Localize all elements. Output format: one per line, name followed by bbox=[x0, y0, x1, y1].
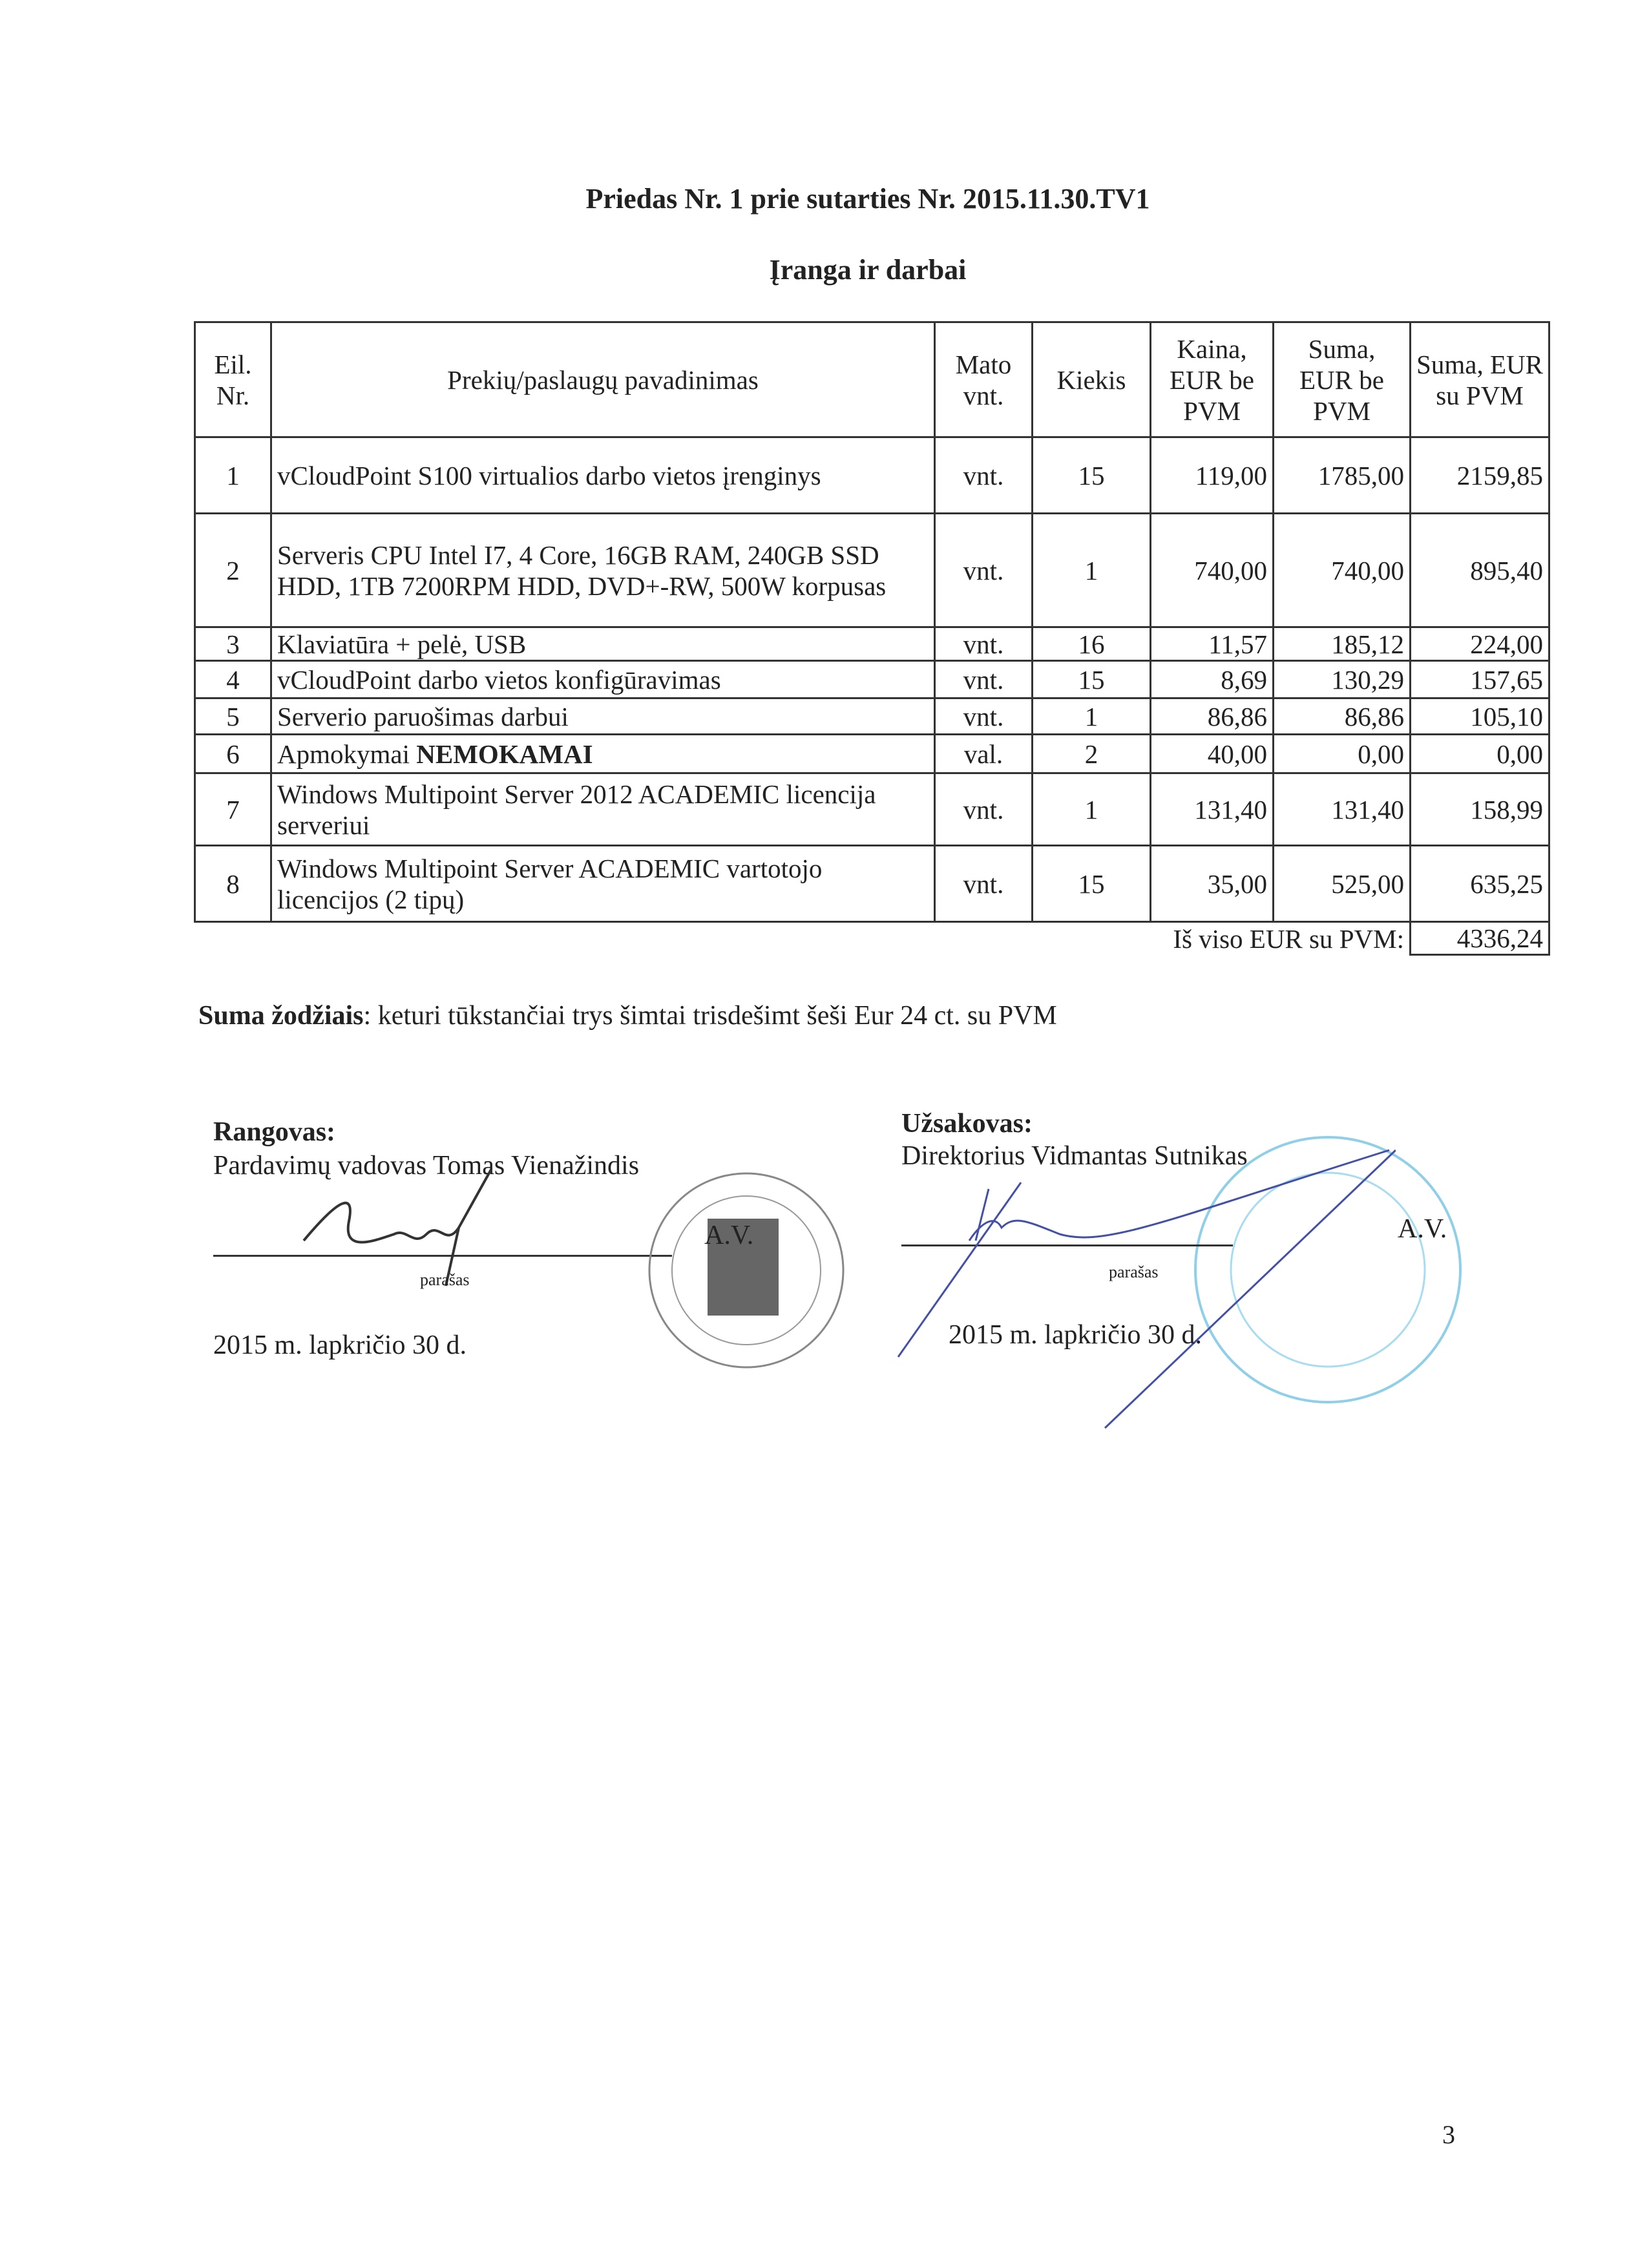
table-row bbox=[195, 735, 1549, 773]
item-unit bbox=[935, 698, 1033, 735]
item-quantity bbox=[1033, 514, 1151, 627]
item-unit-text: vnt. bbox=[963, 629, 1004, 659]
row-number-text: 2 bbox=[226, 555, 240, 585]
item-quantity bbox=[1033, 661, 1151, 698]
item-name-text: Serverio paruošimas darbui bbox=[277, 701, 569, 731]
document-subtitle: Įranga ir darbai bbox=[769, 254, 967, 286]
item-quantity bbox=[1033, 735, 1151, 773]
table-row bbox=[195, 437, 1549, 514]
row-number-text: 8 bbox=[226, 868, 240, 899]
sum-in-words bbox=[198, 1000, 1057, 1031]
item-sum-vat-text: 0,00 bbox=[1497, 739, 1543, 769]
item-price-text: 740,00 bbox=[1194, 555, 1267, 585]
item-sum-vat-text: 895,40 bbox=[1470, 555, 1543, 585]
item-sum-vat-text: 158,99 bbox=[1470, 794, 1543, 824]
item-name bbox=[271, 661, 935, 698]
row-number bbox=[195, 698, 271, 735]
item-sum bbox=[1274, 661, 1411, 698]
item-price-text: 35,00 bbox=[1207, 868, 1267, 899]
item-sum-vat-text: 2159,85 bbox=[1456, 460, 1543, 490]
header-price: Kaina, EUR be PVM bbox=[1151, 322, 1274, 437]
item-sum-vat bbox=[1411, 661, 1549, 698]
page-number: 3 bbox=[1442, 2120, 1455, 2149]
item-price bbox=[1151, 437, 1274, 514]
item-name-text: Apmokymai bbox=[277, 739, 410, 769]
item-unit-text: vnt. bbox=[963, 555, 1004, 585]
item-unit-text: vnt. bbox=[963, 460, 1004, 490]
item-sum-text: 185,12 bbox=[1331, 629, 1404, 659]
item-price bbox=[1151, 627, 1274, 661]
row-number bbox=[195, 514, 271, 627]
item-quantity-text: 15 bbox=[1078, 868, 1105, 899]
header-name: Prekių/paslaugų pavadinimas bbox=[271, 322, 935, 437]
contractor-stamp-icon bbox=[643, 1167, 850, 1374]
row-number-text: 7 bbox=[226, 794, 240, 824]
item-price-text: 8,69 bbox=[1221, 664, 1267, 695]
contractor-person: Pardavimų vadovas Tomas Vienažindis bbox=[213, 1151, 640, 1181]
item-name-text: Klaviatūra + pelė, USB bbox=[277, 629, 527, 659]
item-unit bbox=[935, 514, 1033, 627]
item-sum bbox=[1274, 514, 1411, 627]
row-number bbox=[195, 735, 271, 773]
item-price bbox=[1151, 735, 1274, 773]
customer-date: 2015 m. lapkričio 30 d. bbox=[949, 1320, 1202, 1350]
item-quantity-text: 1 bbox=[1084, 794, 1098, 824]
item-name bbox=[271, 437, 935, 514]
item-unit bbox=[935, 627, 1033, 661]
item-price bbox=[1151, 514, 1274, 627]
item-name-emphasis: NEMOKAMAI bbox=[416, 739, 593, 769]
item-unit-text: vnt. bbox=[963, 868, 1004, 899]
item-sum-text: 130,29 bbox=[1331, 664, 1404, 695]
table-row bbox=[195, 698, 1549, 735]
contractor-heading: Rangovas: bbox=[213, 1117, 336, 1147]
item-name-text: Serveris CPU Intel I7, 4 Core, 16GB RAM, 240GB SSD HDD, 1TB 7200RPM HDD, DVD+-RW, 500W korpusas bbox=[277, 540, 887, 601]
item-sum bbox=[1274, 846, 1411, 922]
item-quantity bbox=[1033, 627, 1151, 661]
item-unit-text: vnt. bbox=[963, 664, 1004, 695]
contractor-date: 2015 m. lapkričio 30 d. bbox=[213, 1330, 467, 1360]
row-number bbox=[195, 627, 271, 661]
total-row bbox=[195, 922, 1549, 955]
item-quantity-text: 1 bbox=[1084, 555, 1098, 585]
item-sum-vat-text: 105,10 bbox=[1470, 701, 1543, 731]
item-name bbox=[271, 627, 935, 661]
customer-person: Direktorius Vidmantas Sutnikas bbox=[901, 1141, 1248, 1171]
item-sum bbox=[1274, 437, 1411, 514]
item-price-text: 11,57 bbox=[1208, 629, 1267, 659]
item-name-text: Windows Multipoint Server 2012 ACADEMIC licencija serveriui bbox=[277, 779, 876, 840]
item-price-text: 131,40 bbox=[1194, 794, 1267, 824]
sum-words-label: Suma žodžiais bbox=[198, 1001, 364, 1031]
row-number bbox=[195, 846, 271, 922]
contractor-av: A.V. bbox=[704, 1221, 754, 1250]
table-row bbox=[195, 773, 1549, 846]
item-sum bbox=[1274, 627, 1411, 661]
item-unit bbox=[935, 773, 1033, 846]
item-sum-text: 86,86 bbox=[1344, 701, 1404, 731]
row-number-text: 4 bbox=[226, 664, 240, 695]
total-label: Iš viso EUR su PVM: bbox=[1173, 923, 1404, 954]
item-sum-vat bbox=[1411, 846, 1549, 922]
item-unit-text: val. bbox=[963, 739, 1003, 769]
item-sum-text: 740,00 bbox=[1331, 555, 1404, 585]
header-sum-vat: Suma, EUR su PVM bbox=[1411, 322, 1549, 437]
item-unit bbox=[935, 661, 1033, 698]
item-name-text: Windows Multipoint Server ACADEMIC vartotojo licencijos (2 tipų) bbox=[277, 853, 823, 914]
item-name-text: vCloudPoint darbo vietos konfigūravimas bbox=[277, 664, 721, 695]
item-quantity-text: 2 bbox=[1084, 739, 1098, 769]
sum-words-text: : keturi tūkstančiai trys šimtai trisdešimt šeši Eur 24 ct. su PVM bbox=[363, 1001, 1057, 1031]
item-price bbox=[1151, 773, 1274, 846]
item-sum bbox=[1274, 698, 1411, 735]
item-unit bbox=[935, 846, 1033, 922]
item-sum-text: 525,00 bbox=[1331, 868, 1404, 899]
document-title: Priedas Nr. 1 prie sutarties Nr. 2015.11.30.TV1 bbox=[585, 183, 1150, 215]
row-number-text: 5 bbox=[226, 701, 240, 731]
item-quantity-text: 15 bbox=[1078, 460, 1105, 490]
row-number-text: 3 bbox=[226, 629, 240, 659]
row-number-text: 6 bbox=[226, 739, 240, 769]
item-name bbox=[271, 698, 935, 735]
item-unit-text: vnt. bbox=[963, 794, 1004, 824]
item-quantity bbox=[1033, 698, 1151, 735]
customer-signature-icon bbox=[892, 1144, 1396, 1441]
item-sum-text: 131,40 bbox=[1331, 794, 1404, 824]
customer-heading: Užsakovas: bbox=[901, 1109, 1033, 1139]
customer-av: A.V. bbox=[1398, 1214, 1447, 1244]
item-quantity bbox=[1033, 773, 1151, 846]
item-quantity bbox=[1033, 846, 1151, 922]
item-price bbox=[1151, 661, 1274, 698]
item-quantity-text: 1 bbox=[1084, 701, 1098, 731]
header-qty: Kiekis bbox=[1033, 322, 1151, 437]
item-name bbox=[271, 514, 935, 627]
item-sum bbox=[1274, 735, 1411, 773]
item-sum-vat-text: 224,00 bbox=[1470, 629, 1543, 659]
item-sum-text: 1785,00 bbox=[1318, 460, 1404, 490]
item-price bbox=[1151, 698, 1274, 735]
item-sum-text: 0,00 bbox=[1358, 739, 1404, 769]
row-number bbox=[195, 773, 271, 846]
contractor-signature-label: parašas bbox=[420, 1270, 470, 1289]
row-number-text: 1 bbox=[226, 460, 240, 490]
item-name-text: vCloudPoint S100 virtualios darbo vietos įrenginys bbox=[277, 460, 821, 490]
table-row bbox=[195, 627, 1549, 661]
item-unit bbox=[935, 735, 1033, 773]
item-sum-vat bbox=[1411, 698, 1549, 735]
item-sum-vat bbox=[1411, 773, 1549, 846]
total-value: 4336,24 bbox=[1411, 922, 1549, 955]
header-nr: Eil. Nr. bbox=[195, 322, 271, 437]
item-sum bbox=[1274, 773, 1411, 846]
item-sum-vat bbox=[1411, 437, 1549, 514]
item-price-text: 119,00 bbox=[1195, 460, 1267, 490]
item-unit bbox=[935, 437, 1033, 514]
item-name bbox=[271, 773, 935, 846]
item-price-text: 40,00 bbox=[1207, 739, 1267, 769]
item-sum-vat-text: 157,65 bbox=[1470, 664, 1543, 695]
item-price-text: 86,86 bbox=[1207, 701, 1267, 731]
item-sum-vat bbox=[1411, 627, 1549, 661]
item-name bbox=[271, 846, 935, 922]
item-sum-vat bbox=[1411, 735, 1549, 773]
row-number bbox=[195, 661, 271, 698]
item-price bbox=[1151, 846, 1274, 922]
table-header-row bbox=[195, 322, 1549, 437]
items-table bbox=[194, 321, 1550, 956]
header-unit: Mato vnt. bbox=[935, 322, 1033, 437]
table-row bbox=[195, 514, 1549, 627]
header-sum: Suma, EUR be PVM bbox=[1274, 322, 1411, 437]
table-row bbox=[195, 661, 1549, 698]
item-unit-text: vnt. bbox=[963, 701, 1004, 731]
item-quantity-text: 16 bbox=[1078, 629, 1105, 659]
item-quantity bbox=[1033, 437, 1151, 514]
item-name bbox=[271, 735, 935, 773]
customer-signature-label: parašas bbox=[1109, 1263, 1159, 1281]
row-number bbox=[195, 437, 271, 514]
item-quantity-text: 15 bbox=[1078, 664, 1105, 695]
item-sum-vat bbox=[1411, 514, 1549, 627]
table-row bbox=[195, 846, 1549, 922]
item-sum-vat-text: 635,25 bbox=[1470, 868, 1543, 899]
